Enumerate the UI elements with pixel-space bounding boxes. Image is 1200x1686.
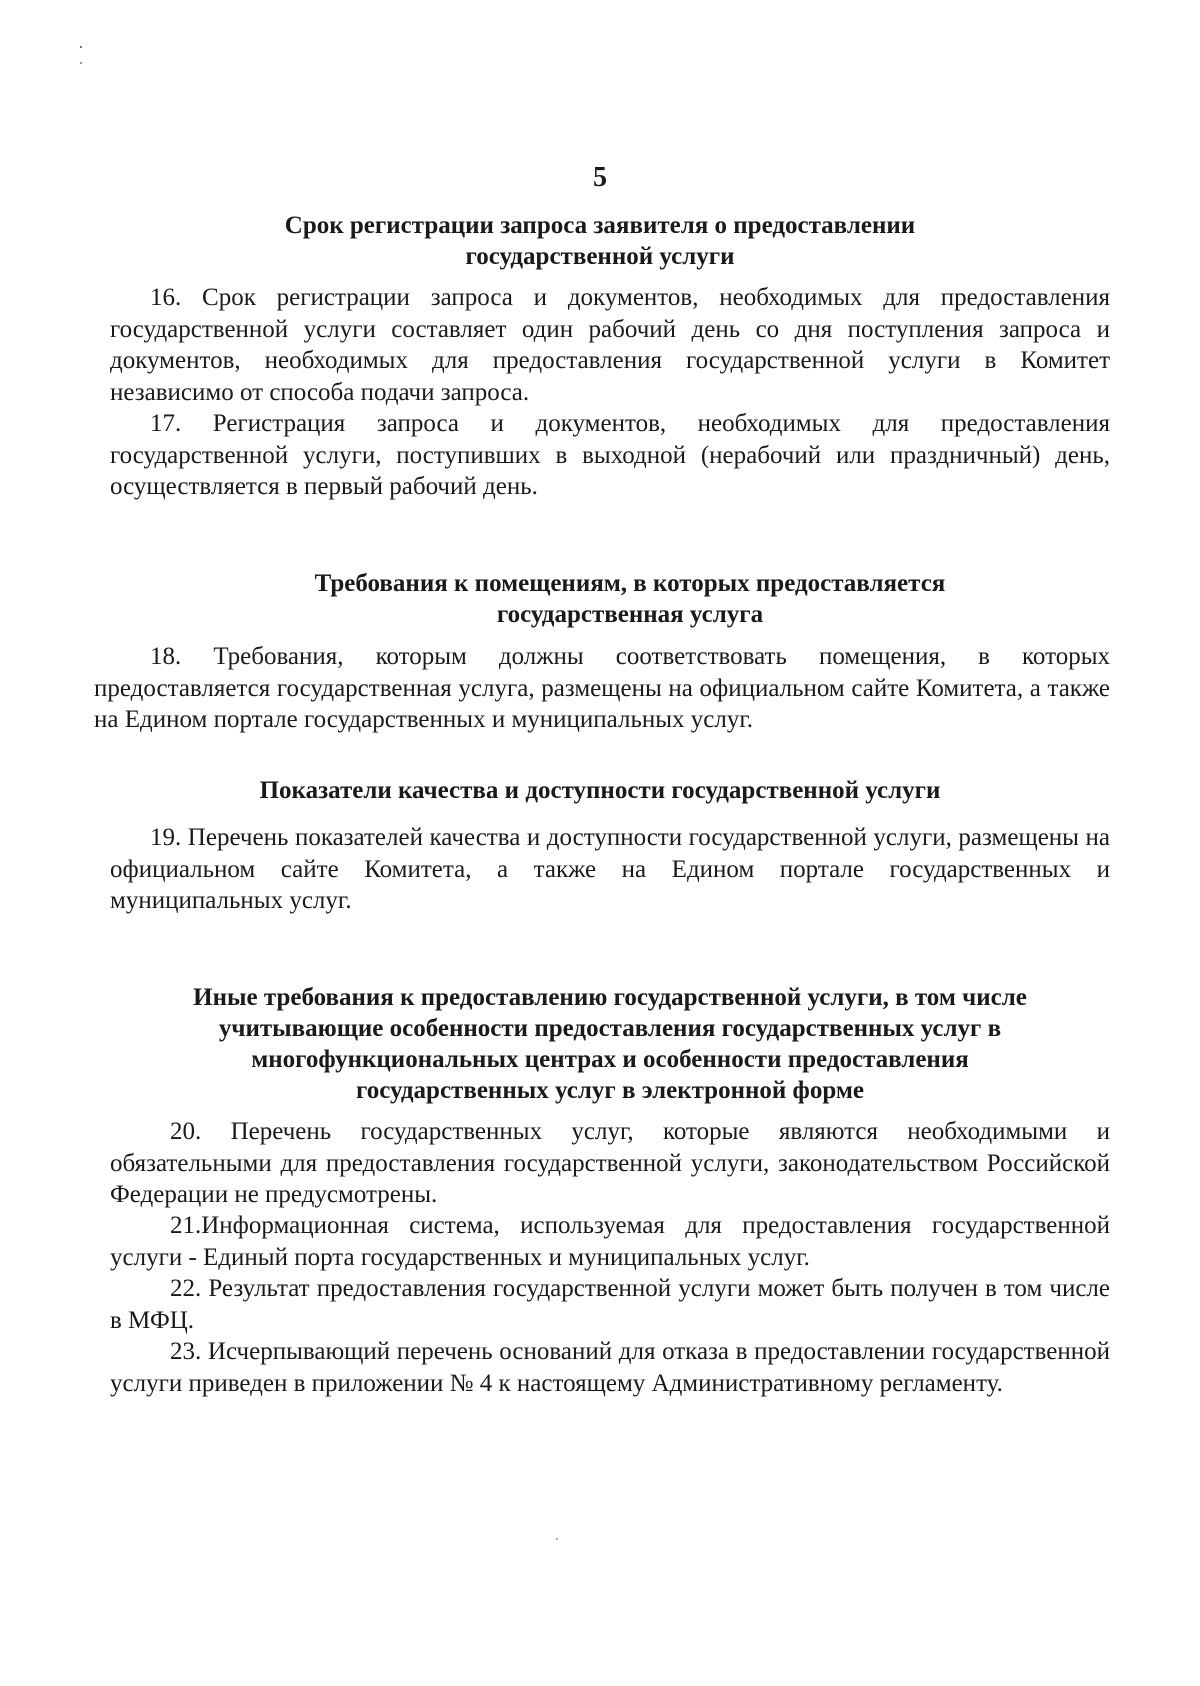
heading-line: Иные требования к предоставлению государственной услуги, в том числе (193, 984, 1027, 1011)
scan-speck (80, 46, 82, 48)
paragraph: 19. Перечень показателей качества и доступности государственной услуги, размещены на официальном сайте Комитета, а также на Едином портале государственных и муниципальных услуг. (110, 824, 1110, 914)
paragraph: 21.Информационная система, используемая для предоставления государственной услуги - Единый порта государственных и муниципальных услуг. (110, 1212, 1110, 1271)
section-heading (110, 982, 1110, 1106)
paragraph: 23. Исчерпывающий перечень оснований для отказа в предоставлении государственной услуги приведен в приложении № 4 к настоящему Административному регламенту. (110, 1338, 1110, 1397)
section-heading (150, 775, 1050, 806)
section-heading (180, 568, 1080, 630)
heading-line: государственных услуг в электронной форме (355, 1077, 864, 1104)
section-heading (150, 210, 1050, 272)
heading-line: учитывающие особенности предоставления государственных услуг в (218, 1015, 1002, 1042)
paragraph: 18. Требования, которым должны соответствовать помещения, в которых предоставляется государственная услуга, размещены на официальном сайте Комитета, а также на Едином портале государственных и муниципальных услуг. (94, 643, 1110, 733)
scan-speck (556, 1538, 558, 1540)
scan-speck (80, 62, 82, 64)
heading-line: многофункциональных центрах и особенности предоставления (251, 1046, 969, 1073)
paragraph: 16. Срок регистрации запроса и документов, необходимых для предоставления государственной услуги составляет один рабочий день со дня поступления запроса и документов, необходимых для предоставления государственной услуги в Комитет независимо от способа подачи запроса. (110, 284, 1110, 406)
heading-line: Требования к помещениям, в которых предоставляется (314, 570, 946, 597)
heading-line: государственная услуга (496, 601, 764, 628)
paragraph: 17. Регистрация запроса и документов, необходимых для предоставления государственной услуги, поступивших в выходной (нерабочий или праздничный) день, осуществляется в первый рабочий день. (110, 410, 1110, 500)
heading-line: Показатели качества и доступности государственной услуги (259, 777, 941, 804)
heading-line: Срок регистрации запроса заявителя о предоставлении (284, 212, 916, 239)
paragraph: 20. Перечень государственных услуг, которые являются необходимыми и обязательными для предоставления государственной услуги, законодательством Российской Федерации не предусмотрены. (110, 1118, 1110, 1208)
paragraph: 22. Результат предоставления государственной услуги может быть получен в том числе в МФЦ. (110, 1275, 1110, 1334)
heading-line: государственной услуги (465, 243, 735, 270)
page-number: 5 (593, 162, 607, 193)
